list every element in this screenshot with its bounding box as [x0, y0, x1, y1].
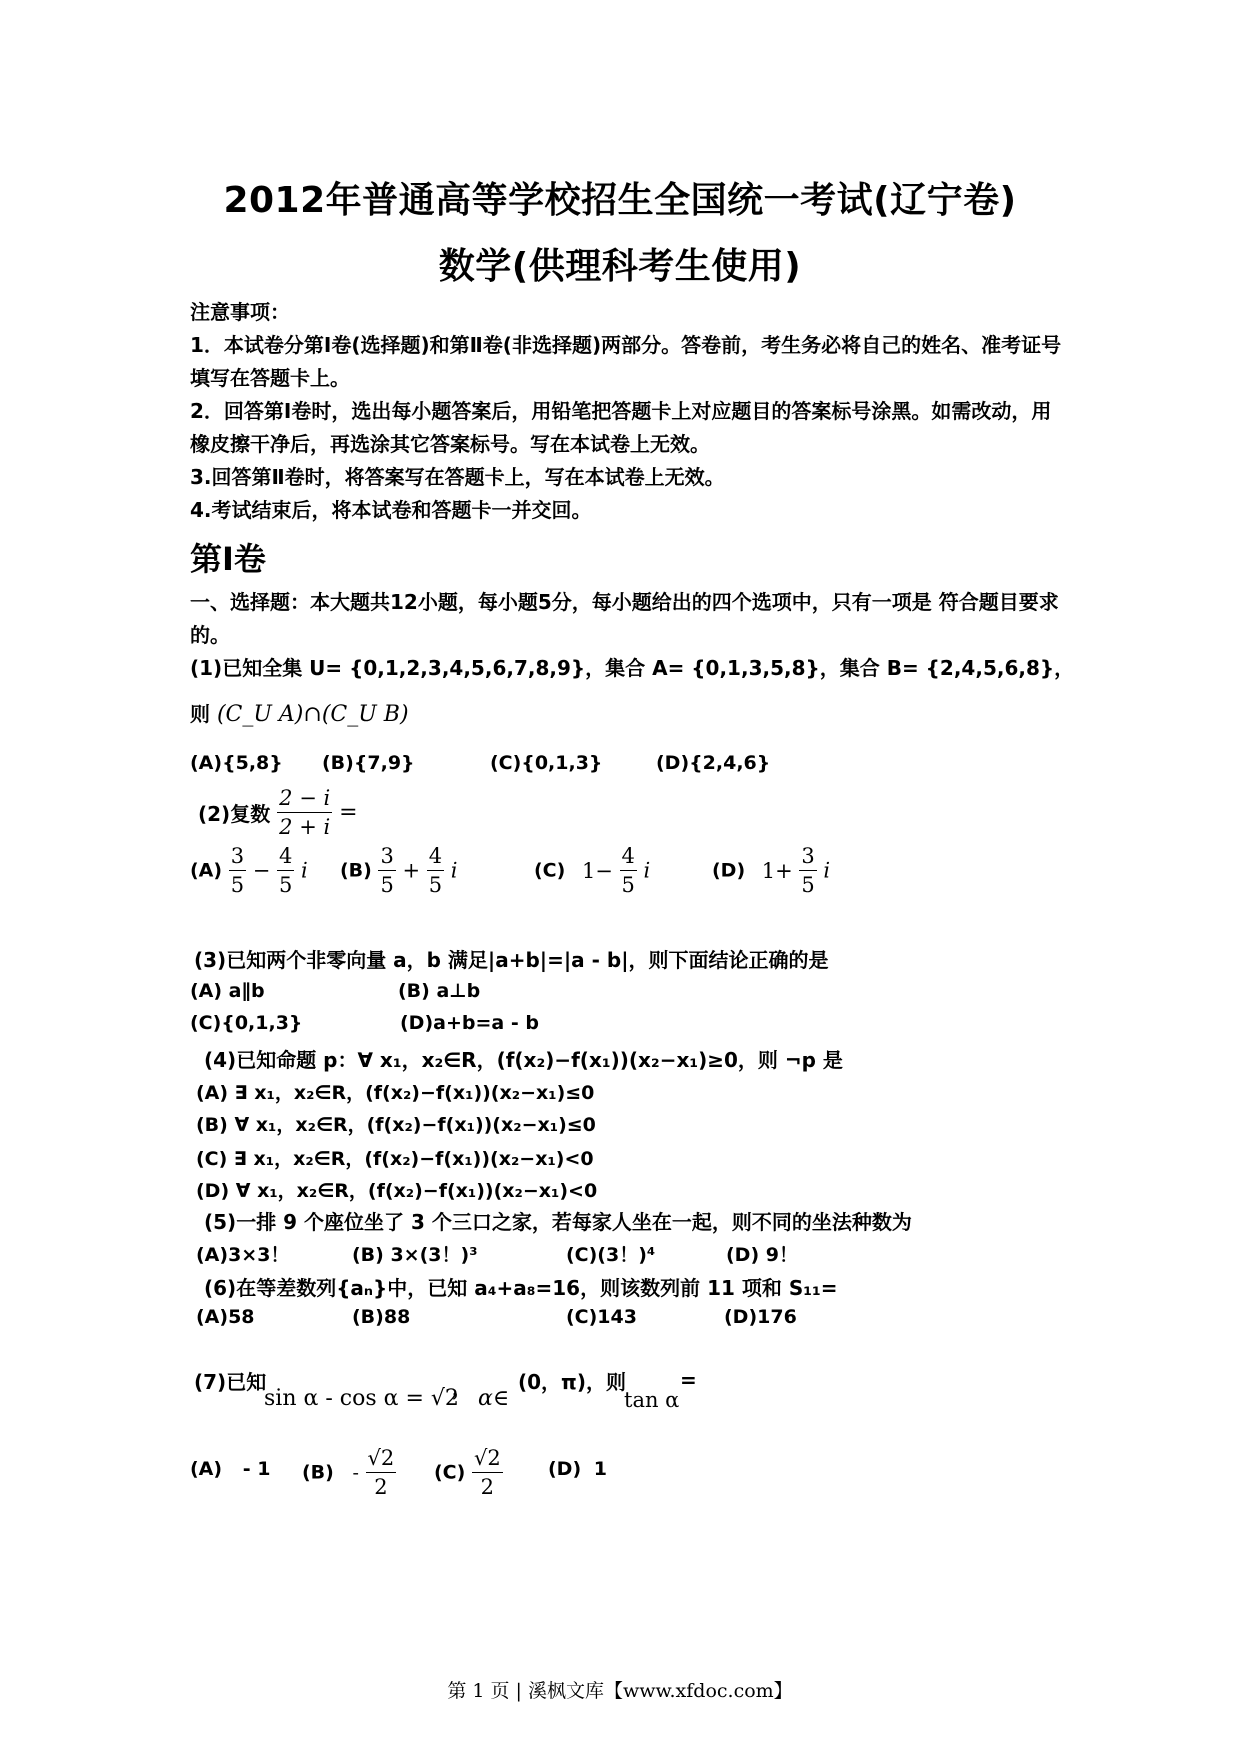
option-label: (B): [340, 859, 372, 882]
question-7-expression: sin α - cos α = √2: [264, 1386, 459, 1411]
section-title: 第Ⅰ卷: [190, 540, 266, 578]
note-item: 4.考试结束后，将本试卷和答题卡一并交回。: [190, 498, 592, 522]
question-4-option-c: (C) ∃ x₁，x₂∈R，(f(x₂)−f(x₁))(x₂−x₁)<0: [196, 1148, 594, 1170]
denominator: 5: [278, 873, 293, 897]
denominator: 2: [480, 1475, 494, 1499]
question-2-fraction: [277, 784, 332, 841]
question-4-option-b: (B) ∀ x₁，x₂∈R，(f(x₂)−f(x₁))(x₂−x₁)≤0: [196, 1114, 596, 1136]
option-label: (C): [534, 859, 566, 882]
fraction: [620, 842, 637, 899]
fraction: [799, 842, 816, 899]
question-7-option-c: [434, 1444, 503, 1501]
note-item: 2．回答第Ⅰ卷时，选出每小题答案后，用铅笔把答题卡上对应题目的答案标号涂黑。如需改动，用橡皮擦干净后，再选涂其它答案标号。写在本试卷上无效。: [190, 399, 1052, 456]
imaginary-unit: i: [300, 858, 308, 883]
question-2-option-b: [340, 842, 457, 899]
section-intro: 一、选择题：本大题共12小题，每小题5分，每小题给出的四个选项中，只有一项是 符合题目要求的。: [190, 590, 1059, 647]
question-4-option-d: (D) ∀ x₁，x₂∈R，(f(x₂)−f(x₁))(x₂−x₁)<0: [196, 1180, 598, 1202]
prefix: 1+: [761, 858, 793, 883]
question-1-option-c: (C){0,1,3}: [490, 752, 603, 774]
operator: +: [402, 858, 421, 883]
fraction: [427, 842, 444, 899]
question-1-line2: [190, 698, 409, 727]
option-sign: -: [352, 1461, 359, 1484]
question-2-denominator: 2 + i: [279, 815, 331, 839]
operator: −: [252, 858, 271, 883]
prefix: 1−: [581, 858, 613, 883]
note-item: 1．本试卷分第Ⅰ卷(选择题)和第Ⅱ卷(非选择题)两部分。答卷前，考生务必将自己的姓名、准考证号填写在答题卡上。: [190, 333, 1062, 390]
question-2-equals: =: [339, 800, 358, 825]
question-4-stem: (4)已知命题 p：∀ x₁，x₂∈R，(f(x₂)−f(x₁))(x₂−x₁)≥0，则 ¬p 是: [204, 1048, 843, 1072]
option-label: (D): [712, 859, 746, 882]
imaginary-unit: i: [823, 858, 831, 883]
question-7-option-a: [190, 1458, 270, 1480]
question-6-stem: (6)在等差数列{aₙ}中，已知 a₄+a₈=16，则该数列前 11 项和 S₁₁=: [204, 1276, 838, 1300]
notes-heading: 注意事项：: [190, 300, 290, 324]
question-1-expression: (C_U A)∩(C_U B): [216, 702, 409, 727]
question-2-option-c: [534, 842, 650, 899]
exam-title: 2012年普通高等学校招生全国统一考试(辽宁卷): [223, 180, 1017, 221]
question-3-stem: (3)已知两个非零向量 a，b 满足|a+b|=|a - b|，则下面结论正确的是: [194, 948, 829, 972]
question-2-option-d: [712, 842, 830, 899]
question-3-option-d: (D)a+b=a - b: [400, 1012, 539, 1034]
numerator: 4: [427, 842, 444, 871]
question-7-comma: ，: [452, 1376, 472, 1400]
fraction: [229, 842, 246, 899]
denominator: 5: [801, 873, 815, 897]
exam-subtitle: 数学(供理科考生使用): [438, 246, 802, 287]
question-7-label: (7)已知: [194, 1370, 267, 1394]
question-1-option-d: (D){2,4,6}: [656, 752, 771, 774]
denominator: 2: [374, 1475, 388, 1499]
fraction: [378, 842, 395, 899]
question-1-option-b: (B){7,9}: [322, 752, 415, 774]
denominator: 5: [621, 873, 635, 897]
fraction: [366, 1444, 397, 1501]
question-2-label: (2)复数: [198, 802, 271, 826]
question-7-tan: tan α: [624, 1388, 680, 1412]
question-1-then: 则: [190, 702, 210, 726]
question-5-stem: (5)一排 9 个座位坐了 3 个三口之家，若每家人坐在一起，则不同的坐法种数为: [204, 1210, 912, 1234]
question-6-option-d: (D)176: [724, 1306, 797, 1328]
imaginary-unit: i: [450, 858, 458, 883]
question-7-interval: (0，π)，则: [518, 1370, 627, 1394]
denominator: 5: [428, 873, 443, 897]
numerator: 4: [277, 842, 294, 871]
denominator: 5: [380, 873, 394, 897]
question-6-option-b: (B)88: [352, 1306, 411, 1328]
fraction: [277, 842, 294, 899]
fraction: [472, 1444, 503, 1501]
question-5-option-b: (B) 3×(3！)³: [352, 1244, 478, 1266]
option-label: (D): [548, 1458, 582, 1480]
question-5-option-a: (A)3×3！: [196, 1244, 290, 1266]
question-2-stem: [198, 784, 358, 841]
question-2-option-a: [190, 842, 308, 899]
numerator: √2: [366, 1444, 397, 1473]
numerator: 3: [799, 842, 816, 871]
question-1-stem: (1)已知全集 U= {0,1,2,3,4,5,6,7,8,9}，集合 A= {0,1,3,5,8}，集合 B= {2,4,5,6,8}，: [190, 656, 1075, 680]
question-3-option-c: (C){0,1,3}: [190, 1012, 303, 1034]
question-1-option-a: (A){5,8}: [190, 752, 283, 774]
notes-section: [190, 296, 1070, 527]
option-value: 1: [593, 1458, 607, 1480]
question-3-option-b: (B) a⊥b: [398, 980, 481, 1002]
page-footer: 第 1 页 | 溪枫文库【www.xfdoc.com】: [447, 1680, 793, 1702]
numerator: 3: [229, 842, 246, 871]
option-value: - 1: [242, 1458, 271, 1480]
numerator: √2: [472, 1444, 503, 1473]
question-7-option-d: [548, 1458, 607, 1480]
numerator: 3: [378, 842, 395, 871]
note-item: 3.回答第Ⅱ卷时，将答案写在答题卡上，写在本试卷上无效。: [190, 465, 725, 489]
question-7-option-b: [302, 1444, 396, 1501]
option-label: (B): [302, 1461, 334, 1484]
question-7-equals: =: [680, 1368, 697, 1392]
question-2-numerator: 2 − i: [277, 784, 332, 813]
question-3-option-a: (A) a∥b: [190, 980, 265, 1002]
numerator: 4: [620, 842, 637, 871]
denominator: 5: [230, 873, 245, 897]
option-label: (C): [434, 1461, 466, 1484]
imaginary-unit: i: [643, 858, 651, 883]
question-4-option-a: (A) ∃ x₁，x₂∈R，(f(x₂)−f(x₁))(x₂−x₁)≤0: [196, 1082, 595, 1104]
option-label: (A): [190, 1458, 223, 1480]
question-7-alpha-in: α∈: [478, 1386, 510, 1411]
question-6-option-a: (A)58: [196, 1306, 255, 1328]
option-label: (A): [190, 859, 223, 882]
question-5-option-d: (D) 9！: [726, 1244, 798, 1266]
question-6-option-c: (C)143: [566, 1306, 637, 1328]
question-5-option-c: (C)(3！)⁴: [566, 1244, 656, 1266]
